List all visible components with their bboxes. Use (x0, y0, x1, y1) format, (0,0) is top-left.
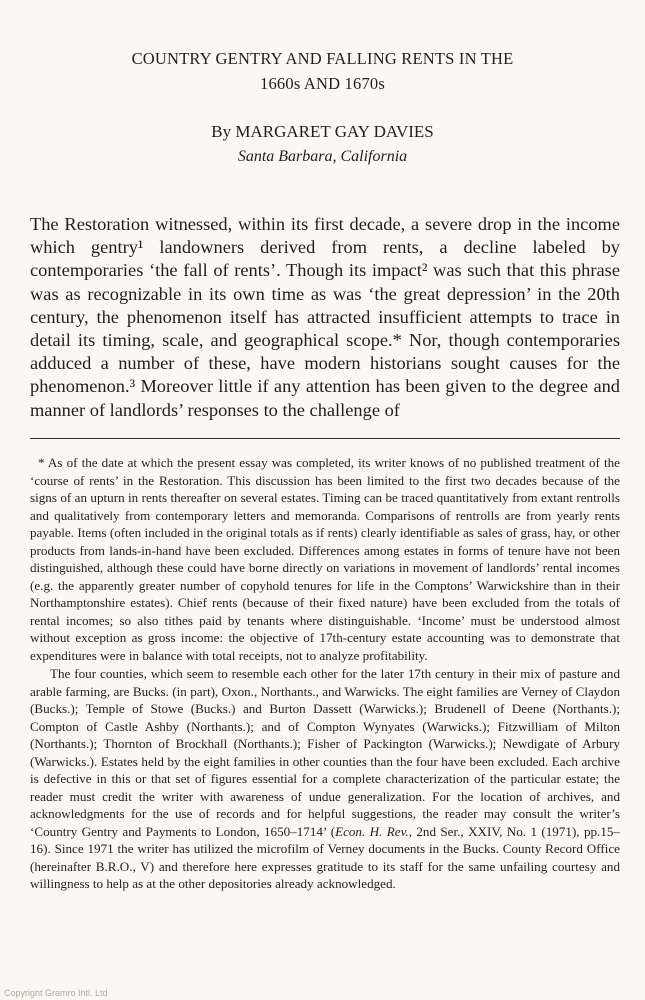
author-byline: By MARGARET GAY DAVIES (211, 122, 434, 141)
title-line-1: COUNTRY GENTRY AND FALLING RENTS IN THE (131, 49, 514, 68)
copyright-watermark: Copyright Gramro Intl. Ltd (4, 988, 108, 998)
footnote-1: * As of the date at which the present essay was completed, its writer knows of no published treatment of the ‘course of rents’ in the Restoration. This discussion has been limited to the first two decades because of the signs of an upturn in rents thereafter on several estates. Timing can be traced quantitatively from extant rentrolls and qualitatively from contemporary letters and memoranda. Comparisons of rentrolls are from yearly rents payable. Items (often included in the original totals as if rents) clearly identifiable as sales of grass, hay, or other products from lands-in-hand have been excluded. Differences among estates in forms of tenure have not been distinguished, although these could have borne directly on variations in movement of landlords’ rental incomes (e.g. the apparently greater number of copyhold tenures for life in the Comptons’ Warwickshire than in their Northamptonshire estates). Chief rents (because of their fixed nature) have been excluded from the totals of rental incomes; so also tithes paid by tenants where distinguishable. ‘Income’ must be understood almost without exception as gross income: the objective of 17th-century estate accounting was to demonstrate that expenditures were in balance with total receipts, not to analyze profitability. (30, 455, 620, 663)
body-paragraph: The Restoration witnessed, within its first decade, a severe drop in the income which gentry¹ landowners derived from rents, a decline labeled by contemporaries ‘the fall of rents’. Though its impact² was such that this phrase was as recognizable in its own time as was ‘the great depression’ in the 20th century, the phenomenon itself has attracted insufficient attempts to trace in detail its timing, scale, and geographical scope.* Nor, though contemporaries adduced a number of these, have modern historians sought causes for the phenomenon.³ Moreover little if any attention has been given to the degree and manner of landlords’ responses to the challenge of (30, 214, 620, 420)
footnote-2-text-a: The four counties, which seem to resemble each other for the later 17th century in their mix of pasture and arable farming, are Bucks. (in part), Oxon., Northants., and Warwicks. The eight families are Verney of Claydon (Bucks.); Temple of Stowe (Bucks.) and Burton Dassett (Warwicks.); Brudenell of Deene (Northants.); Compton of Castle Ashby (Northants.); and of Compton Wynyates (Warwicks.); Fitzwilliam of Milton (Northants.); Thornton of Brockhall (Northants.); Fisher of Packington (Warwicks.); Newdigate of Arbury (Warwicks.). Estates held by the eight families in other counties than the four have been excluded. Each archive is defective in this or that set of figures essential for a complete characterization of the particular estate; the reader must credit the writer with awareness of undue generalization. For the location of archives, and acknowledgments for the use of records and for helpful suggestions, the reader may consult the writer’s ‘Country Gentry and Payments to London, 1650–1714’ ( (30, 666, 620, 839)
footnote-divider (30, 438, 620, 439)
article-title (40, 46, 605, 96)
footnote-2-journal: Econ. H. Rev. (335, 823, 409, 839)
author-affiliation: Santa Barbara, California (237, 148, 408, 165)
footnote-2 (30, 665, 620, 893)
footnotes (30, 454, 620, 893)
footnote-2-text-b: , 2nd Ser., XXIV, No. 1 (1971), pp.15–16). Since 1971 the writer has utilized the microfilm of Verney documents in the Bucks. County Record Office (hereinafter B.R.O., V) and therefore here expresses gratitude to its staff for the same unfailing courtesy and willingness to help as at the other depositories already acknowledged. (30, 823, 620, 891)
title-line-2: 1660s AND 1670s (260, 74, 385, 93)
